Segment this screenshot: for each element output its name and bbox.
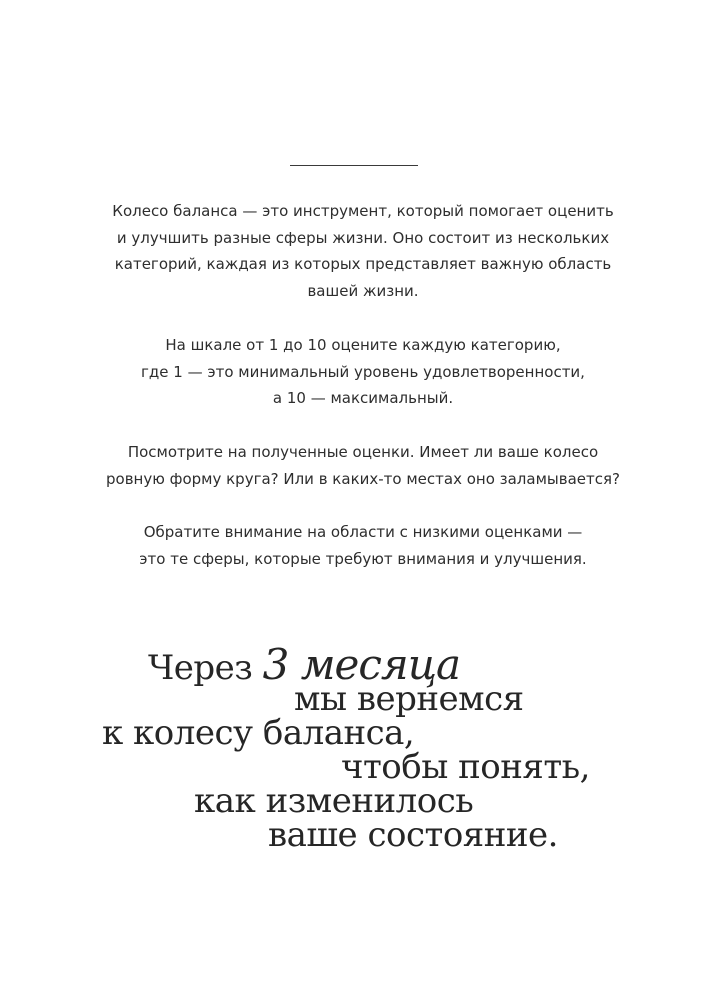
quote-line-2: мы вернемся xyxy=(294,679,524,719)
intro-line: вашей жизни. xyxy=(307,282,419,301)
top-divider xyxy=(290,165,418,166)
intro-paragraph-1 xyxy=(40,198,686,305)
intro-paragraph-3 xyxy=(40,439,686,492)
quote-line-4: чтобы понять, xyxy=(341,747,590,787)
quote-line-6: ваше состояние. xyxy=(268,815,558,855)
intro-line: Обратите внимание на области с низкими оценками — xyxy=(143,523,583,542)
intro-text xyxy=(40,198,686,600)
intro-line: ровную форму круга? Или в каких-то местах оно заламывается? xyxy=(106,469,620,488)
intro-line: это те сферы, которые требуют внимания и улучшения. xyxy=(139,550,587,569)
intro-line: На шкале от 1 до 10 оцените каждую категорию, xyxy=(165,335,561,354)
intro-line: где 1 — это минимальный уровень удовлетворенности, xyxy=(141,362,585,381)
intro-line: и улучшить разные сферы жизни. Оно состоит из нескольких xyxy=(116,228,610,247)
intro-paragraph-4 xyxy=(40,519,686,572)
intro-line: категорий, каждая из которых представляет важную область xyxy=(114,255,612,274)
intro-line: Колесо баланса — это инструмент, который помогает оценить xyxy=(112,202,614,220)
quote-prefix: Через xyxy=(148,648,263,688)
closing-quote xyxy=(0,632,726,862)
quote-line-5: как изменилось xyxy=(194,781,474,821)
quote-line-3: к колесу баланса, xyxy=(102,713,415,753)
intro-paragraph-2 xyxy=(40,332,686,412)
intro-line: Посмотрите на полученные оценки. Имеет ли ваше колесо xyxy=(127,442,599,461)
intro-line: а 10 — максимальный. xyxy=(272,389,454,408)
quote-emphasis: 3 месяца xyxy=(262,640,461,689)
